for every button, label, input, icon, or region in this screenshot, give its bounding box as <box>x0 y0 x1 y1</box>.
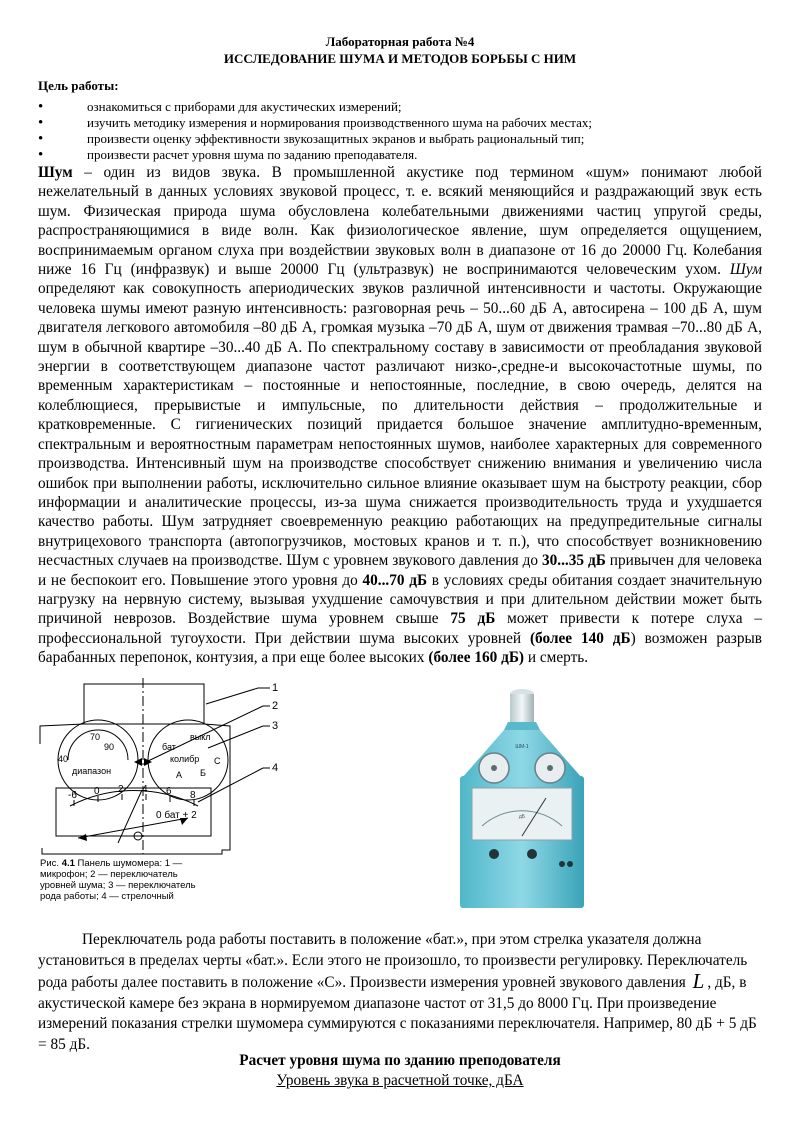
goal-item: • изучить методику измерения и нормирования производственного шума на рабочих местах; <box>38 115 592 131</box>
microphone-block <box>84 684 204 724</box>
text-run: определяют как совокупность апериодических звуков различной интенсивности и частоты. Окружающие человека шумы имеют разную интенсивность: разговорная речь – 50...60 дБ А, автосирена – 100 дБ А, шум двигателя легкового автомобиля –80 дБ А, громкая музыка –70 дБ А, шум от движения трамвая –70...80 дБ А, шум в обычной квартире –30...40 дБ А. По спектральному составу в зависимости от преобладания звуковой энергии в соответствующем диапазоне частот различают низко-,средне-и высокочастотные шумы, по временным характеристикам – постоянные и непостоянные, последние, в свою очередь, делятся на колеблющиеся, прерывистые и импульсные, по длительности действия – продолжительные и кратковременные. С гигиенических позиций придается большое значение амплитудно-временным, спектральным и вероятностным параметрам непостоянных шумов, наиболее характерных для современного производства. Интенсивный шум на производстве способствует снижению внимания и увеличению числа ошибок при выполнении работы, исключительно сильное влияние оказывает шум на быстроту реакции, сбор информации и аналитические процессы, из-за шума снижается производительность труда и ухудшается качество работы. Шум затрудняет своевременную реакцию работающих на предупредительные сигналы внутрицехового транспорта (автопогрузчиков, мостовых кранов и т. п.), что способствует возникновению несчастных случаев на производстве. Шум с уровнем звукового давления до <box>38 280 762 570</box>
noise-meter-photo <box>452 688 592 913</box>
text-run: в условиях среды обитания создает значительную нагрузку на нервную систему, вызывая ухудшение самочувствия и при длительном действии может быть причиной неврозов. Воздействие шума уровнем свыше <box>38 571 762 628</box>
dial-right-label: Б <box>200 768 206 778</box>
caption-prefix: Рис. <box>40 858 60 869</box>
bold-value: 75 дБ <box>450 610 496 628</box>
goal-heading: Цель работы: <box>38 78 119 93</box>
symbol-L: L <box>692 969 705 993</box>
scale-tick-label: 4 <box>142 784 148 795</box>
text-run: – один из видов звука. В промышленной акустике под термином «шум» понимают любой нежелательный в данных условиях звуковой процесс, т. е. всякий меняющийся и раздражающий звук есть шум. Физическая природа шума обусловлена колебательными движениями частиц упругой среды, распространяющимися в виде волн. Как физиологическое явление, шум определяется ощущением, воспринимаемым органом слуха при воздействии звуковых волн в диапазоне от 16 до 20000 Гц. Колебания ниже 16 Гц (инфразвук) и выше 20000 Гц (ультразвук) не воспринимаются человеческим ухом. <box>38 164 762 279</box>
dial-right-label: выкл <box>190 732 211 742</box>
dial-right-label: С <box>214 756 221 766</box>
goal-list <box>38 99 592 163</box>
bold-value: 30...35 дБ <box>541 552 606 570</box>
main-paragraph <box>38 163 762 668</box>
caption-line: Панель шумомера: 1 — <box>77 858 183 869</box>
callout-number: 3 <box>272 720 279 732</box>
svg-text:Рис. 4.1 Панель шумомера: 1 — <box>40 858 183 869</box>
instruction-paragraph <box>38 930 762 1055</box>
caption-line: микрофон; 2 — переключатель <box>40 869 178 880</box>
scale-tick-label: -6 <box>68 790 77 801</box>
jack-icon <box>559 861 565 867</box>
device-label: ШМ-1 <box>515 744 529 750</box>
text-run: Переключатель рода работы поставить в положение «бат.», при этом стрелка указателя должна установиться в пределах черты «бат.». Если этого не произошло, то произвести регулировку. Переключатель рода работы далее поставить в положение «С». Произвести измерения уровней звукового давления <box>38 931 748 991</box>
meter-label: дБ <box>518 814 526 820</box>
callout-number: 1 <box>272 682 279 694</box>
scale-tick-label: 0 <box>94 786 100 797</box>
caption-line: уровней шума; 3 — переключатель <box>40 880 196 891</box>
text-run: привычен для человека и не беспокоит его. Повышение этого уровня до <box>38 552 763 589</box>
dial-left-label: 90 <box>104 742 115 752</box>
term-bold: Шум <box>38 164 73 181</box>
dial-right-label: А <box>176 770 183 780</box>
text-run: , дБ, в акустической камере без экрана в нормируемом диапазоне частот от 31,5 до 8000 Гц. При произведение измерений показания стрелки шумомера суммируются с показаниями переключателя. Например, 80 дБ + 5 дБ = 85 дБ. <box>38 974 757 1053</box>
scale-bat-label: 0 бат + 2 <box>156 810 197 821</box>
scale-tick-label: 8 <box>190 790 196 801</box>
text-run: ) возможен разрыв барабанных перепонок, контузия, а при еще более высоких <box>38 629 762 667</box>
caption-line: рода работы; 4 — стрелочный <box>40 891 174 902</box>
jack-icon <box>567 861 573 867</box>
bold-value: 40...70 дБ <box>362 571 428 589</box>
goal-item: • произвести расчет уровня шума по заданию преподавателя. <box>38 147 592 163</box>
bold-value: (более 140 дБ <box>529 629 631 647</box>
noise-meter-diagram <box>38 678 303 913</box>
dial-left-label: 70 <box>90 732 101 742</box>
microphone <box>510 694 534 722</box>
knob-icon <box>527 849 537 859</box>
lab-subtitle: ИССЛЕДОВАНИЕ ШУМА И МЕТОДОВ БОРЬБЫ С НИМ <box>223 51 577 66</box>
section-title: Расчет уровня шума по зданию преподователя <box>239 1052 561 1069</box>
device-body-outline <box>40 724 230 854</box>
scale-tick-label: 6 <box>166 786 172 797</box>
arrow-end <box>78 834 87 841</box>
dial-left-label: диапазон <box>72 766 112 776</box>
scale-tick-label: 2 <box>118 784 124 795</box>
dial-right-label: бат <box>162 742 176 752</box>
dial-right-label: колибр <box>170 754 200 764</box>
goal-item: • произвести оценку эффективности звукозащитных экранов и выбрать рациональный тип; <box>38 131 592 147</box>
section-subtitle: Уровень звука в расчетной точке, дБА <box>276 1072 524 1089</box>
term-italic: Шум <box>729 261 762 279</box>
callout-number: 2 <box>272 700 279 712</box>
dial-left-label: 40 <box>58 754 69 764</box>
caption-number: 4.1 <box>61 858 75 869</box>
goal-item: • ознакомиться с приборами для акустических измерений; <box>38 99 592 115</box>
text-run: и смерть. <box>524 649 589 667</box>
callout-number: 4 <box>272 762 279 774</box>
text-run: может привести к потере слуха – профессиональной тугоухости. При действии шума высоких уровней <box>38 610 762 647</box>
knob-icon <box>489 849 499 859</box>
lab-title: Лабораторная работа №4 <box>325 34 475 49</box>
bold-value: (более 160 дБ) <box>428 649 525 667</box>
